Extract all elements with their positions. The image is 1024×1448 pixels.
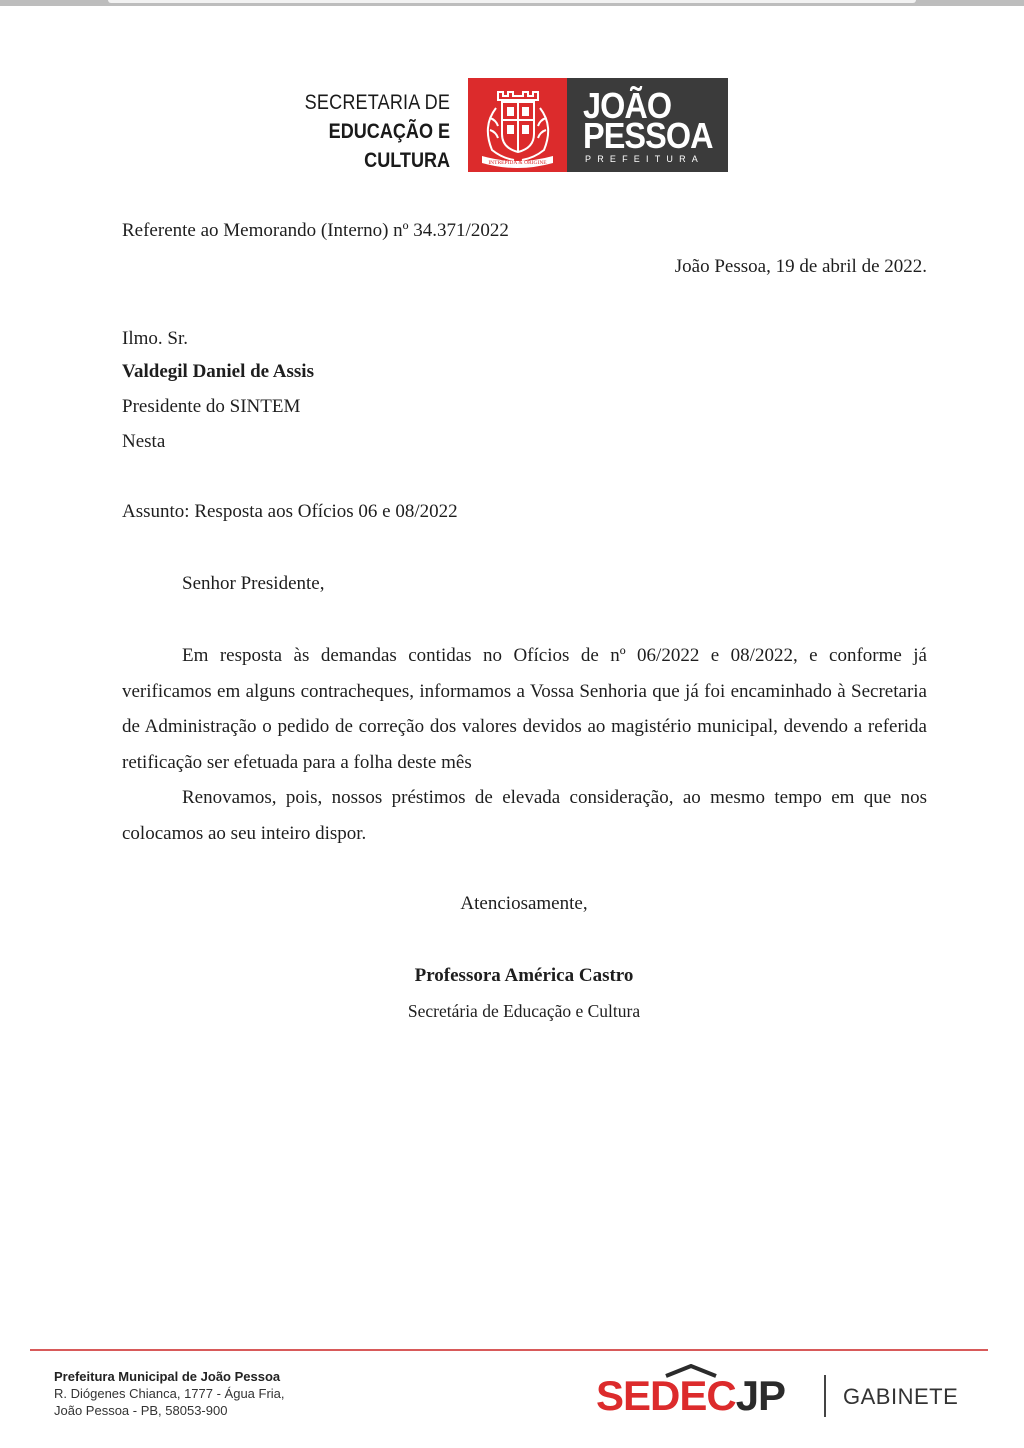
recipient-salutation: Ilmo. Sr. [122,328,188,349]
department-line-2: EDUCAÇÃO E [328,120,450,143]
viewer-top-edge-highlight [108,0,916,3]
letter-paragraph-1: Em resposta às demandas contidas no Ofícios de nº 06/2022 e 08/2022, e conforme já verificamos em alguns contracheques, informamos a Vossa Senhoria que já foi encaminhado à Secretaria de Administração o pedido de correção dos valores devidos ao magistério municipal, devendo a referida retificação ser efetuada para a folha deste mês [122,645,927,773]
graduation-cap-icon [662,1364,720,1378]
footer-organization: Prefeitura Municipal de João Pessoa [54,1369,281,1384]
footer-address-line-1: R. Diógenes Chianca, 1777 - Água Fria, [54,1386,285,1401]
recipient-title: Presidente do SINTEM [122,396,301,417]
department-name [305,88,450,175]
crest-motto: INTREPIDA & ORIGINE [488,160,547,166]
letter-date: João Pessoa, 19 de abril de 2022. [674,256,927,277]
city-logo [567,78,728,172]
viewer-top-edge [0,0,1024,6]
footer-address-line-2: João Pessoa - PB, 58053-900 [54,1403,228,1418]
letter-greeting: Senhor Presidente, [182,573,325,594]
recipient-location: Nesta [122,431,166,452]
department-line-1: SECRETARIA DE [304,91,450,114]
letter-subject: Assunto: Resposta aos Ofícios 06 e 08/2022 [122,501,458,522]
footer-unit-name: GABINETE [843,1384,959,1409]
sedec-logo-text: SEDEC [596,1372,736,1419]
city-logo-subtitle: PREFEITURA [585,154,705,164]
sedec-logo-suffix: JP [735,1372,786,1419]
letter-paragraph-2: Renovamos, pois, nossos préstimos de elevada consideração, ao mesmo tempo em que nos colocamos ao seu inteiro dispor. [122,787,927,844]
memo-reference: Referente ao Memorando (Interno) nº 34.371/2022 [122,220,509,241]
footer-divider-line [30,1349,988,1351]
sedec-logo [596,1374,785,1418]
footer-address [54,1368,285,1419]
department-line-3: CULTURA [364,149,450,172]
city-logo-line-2: PESSOA [583,115,713,156]
signer-title: Secretária de Educação e Cultura [407,1001,641,1021]
letter-closing: Atenciosamente, [460,893,588,914]
recipient-name: Valdegil Daniel de Assis [122,361,314,382]
footer-logo-divider [824,1375,826,1417]
city-coat-of-arms-icon [468,78,567,172]
signer-name: Professora América Castro [414,965,634,986]
city-logo-line-1: JOÃO [583,85,672,126]
